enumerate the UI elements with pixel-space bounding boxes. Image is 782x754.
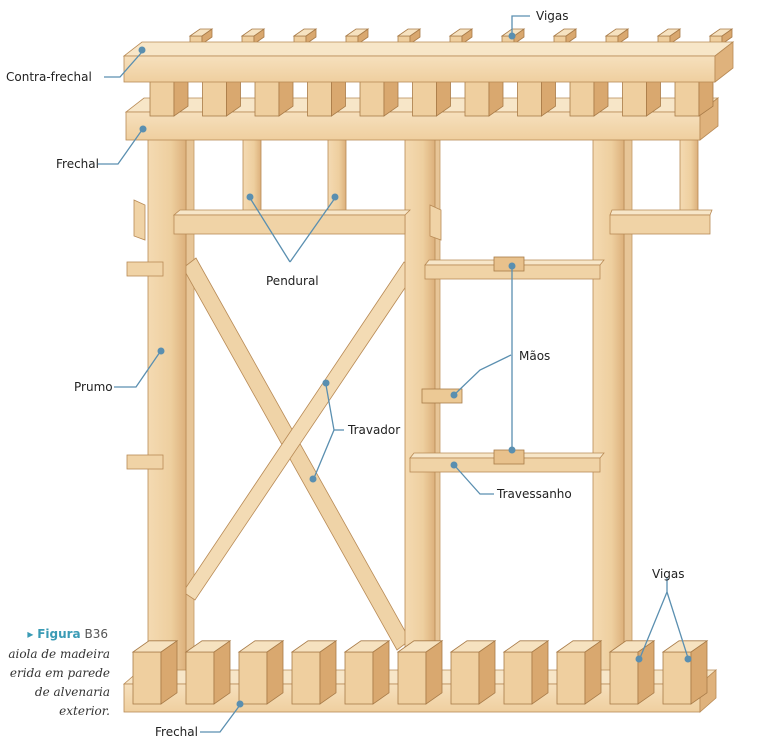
- travador-braces: [183, 258, 417, 650]
- caption-prefix: Figura: [37, 627, 81, 641]
- caption-line-3: de alvenaria: [34, 685, 110, 699]
- caption-line-2: erida em parede: [9, 666, 110, 680]
- bottom-joist: [398, 641, 442, 704]
- label-prumo: Prumo: [74, 380, 113, 394]
- bottom-joist: [186, 641, 230, 704]
- label-contra-frechal: Contra-frechal: [6, 70, 92, 84]
- bottom-joist: [557, 641, 601, 704]
- label-travessanho: Travessanho: [497, 487, 572, 501]
- label-frechal-top: Frechal: [56, 157, 99, 171]
- bottom-joist: [292, 641, 336, 704]
- contra-frechal: [124, 42, 733, 82]
- figure-caption: [0, 645, 110, 721]
- caption-line-4: exterior.: [59, 704, 110, 718]
- label-vigas-top: Vigas: [536, 9, 569, 23]
- label-vigas-bottom: Vigas: [652, 567, 685, 581]
- bottom-joist: [345, 641, 389, 704]
- upper-rail: [174, 210, 712, 234]
- label-pendural: Pendural: [266, 274, 319, 288]
- bottom-joist: [451, 641, 495, 704]
- bottom-joist: [133, 641, 177, 704]
- figure-caption-head: [20, 627, 108, 641]
- caption-number: B36: [84, 627, 108, 641]
- bottom-joist: [239, 641, 283, 704]
- label-maos: Mãos: [519, 349, 551, 363]
- label-frechal-bottom: Frechal: [155, 725, 198, 739]
- bottom-joists: [133, 641, 707, 704]
- caption-arrow-icon: ▸: [27, 627, 34, 641]
- bottom-joist: [504, 641, 548, 704]
- bottom-joist: [610, 641, 654, 704]
- label-travador: Travador: [348, 423, 401, 437]
- caption-line-1: aiola de madeira: [8, 647, 110, 661]
